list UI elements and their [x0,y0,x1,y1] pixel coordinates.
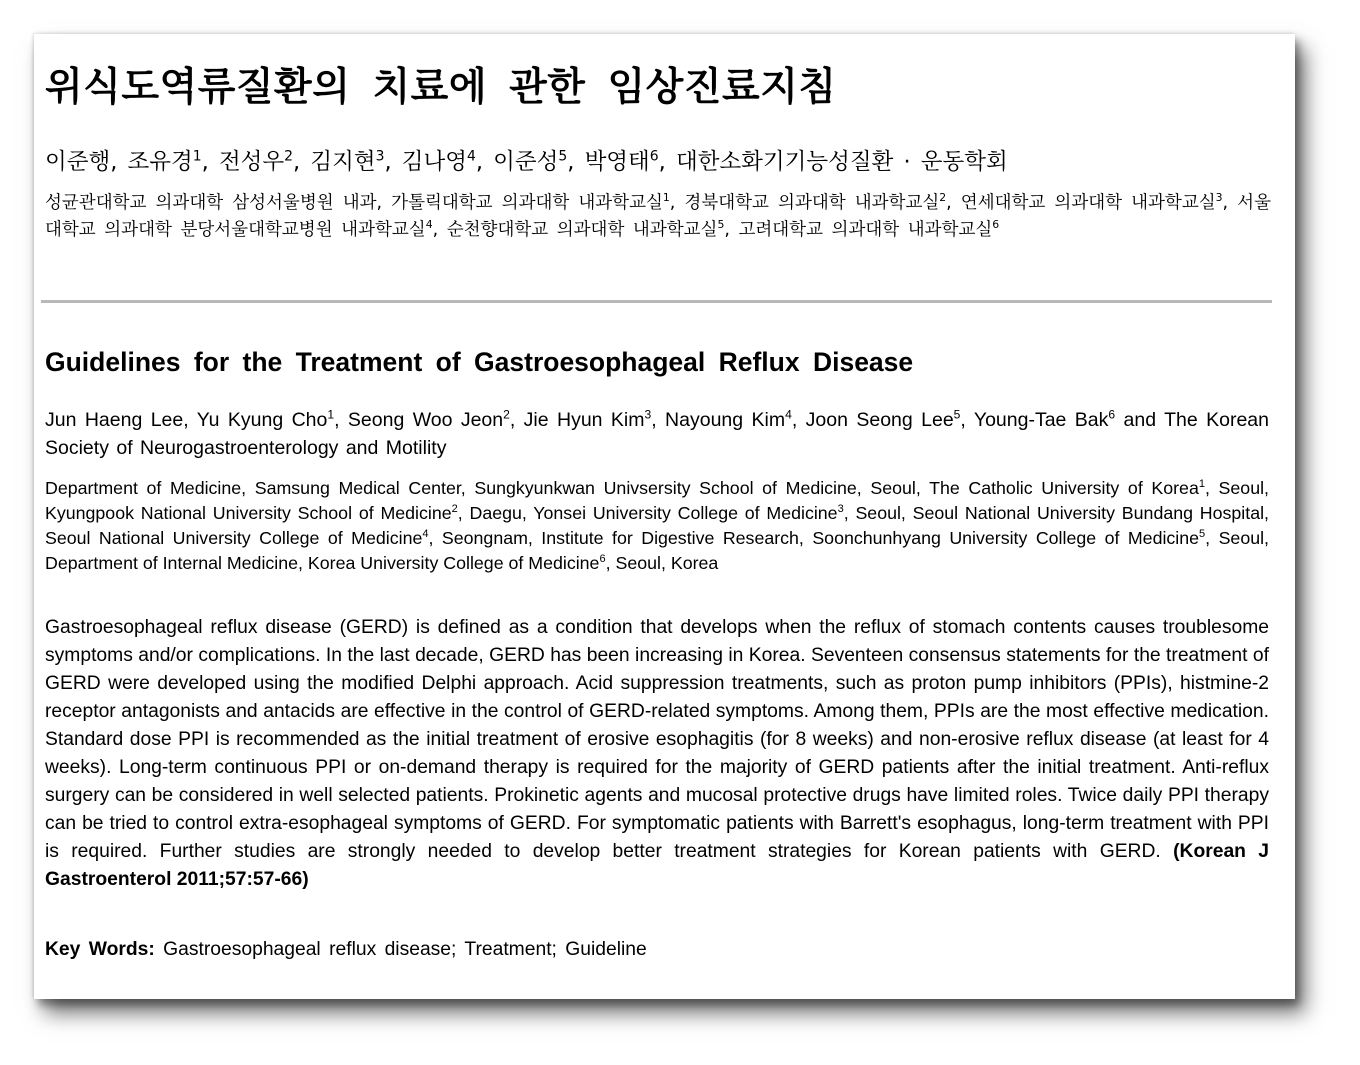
paper-page [34,34,1295,999]
affiliation-marker: 5 [953,407,961,422]
affiliation-text: , 서울대학교 의과대학 분당서울대학교병원 내과학교실 [45,193,1271,240]
author-text: , Seong Woo Jeon [334,409,504,431]
english-authors [45,406,1269,462]
affiliation-text: 성균관대학교 의과대학 삼성서울병원 내과, 가톨릭대학교 의과대학 내과학교실 [45,193,663,213]
keywords-list: Gastroesophageal reflux disease; Treatment; Guideline [163,939,647,960]
affiliation-text: , Seoul, Seoul National University Bundang Hospital, Seoul National University College of Medicine [45,503,1269,548]
author-text: , Jie Hyun Kim [509,409,645,431]
affiliation-marker: 1 [327,407,335,422]
keywords-label: Key Words: [45,939,155,960]
affiliation-marker: 5 [1199,528,1206,541]
affiliation-marker: 6 [599,553,606,566]
english-title: Guidelines for the Treatment of Gastroesophageal Reflux Disease [45,347,914,377]
abstract [45,614,1269,894]
korean-affiliations [45,190,1271,244]
citation: (Korean J Gastroenterol 2011;57:57-66) [45,841,1270,890]
affiliation-marker: 3 [837,503,844,516]
affiliation-marker: 4 [785,407,792,422]
affiliation-text: , 경북대학교 의과대학 내과학교실 [669,193,940,213]
affiliation-marker: 3 [1215,191,1223,205]
affiliation-text: , Seoul, Kyungpook National University School of Medicine [45,478,1269,523]
author-text: and The Korean Society of Neurogastroenterology and Motility [45,409,1269,459]
section-divider [41,300,1272,303]
affiliation-marker: 2 [503,407,510,422]
abstract-text: Gastroesophageal reflux disease (GERD) is defined as a condition that develops when the reflux of stomach contents causes troublesome symptoms and/or complications. In the last decade, GERD has been increasing in Korea. Seventeen consensus statements for the treatment of GERD were developed using the modified Delphi approach. Acid suppression treatments, such as proton pump inhibitors (PPIs), histmine-2 receptor antagonists and antacids are effective in the control of GERD-related symptoms. Among them, PPIs are the most effective medication. Standard dose PPI is recommended as the initial treatment of erosive esophagitis (for 8 weeks) and non-erosive reflux disease (at least for 4 weeks). Long-term continuous PPI or on-demand therapy is required for the majority of GERD patients after the initial treatment. Anti-reflux surgery can be considered in well selected patients. Prokinetic agents and mucosal protective drugs have limited roles. Twice daily PPI therapy can be tried to control extra-esophageal symptoms of GERD. For symptomatic patients with Barrett's esophagus, long-term treatment with PPI is required. Further studies are strongly needed to develop better treatment strategies for Korean patients with GERD. [45,617,1269,862]
affiliation-marker: 6 [1108,407,1116,422]
affiliation-marker: 3 [375,148,385,165]
author-name: 대한소화기기능성질환 · 운동학회 [675,149,1008,175]
affiliation-marker: 2 [939,191,947,205]
author-name: 김지현 [310,149,376,175]
affiliation-text: , 고려대학교 의과대학 내과학교실 [724,220,993,240]
author-text: , Joon Seong Lee [791,409,954,431]
affiliation-text: , 순천향대학교 의과대학 내과학교실 [432,220,718,240]
affiliation-marker: 2 [284,148,294,165]
author-name: 조유경 [127,149,193,175]
affiliation-text: , Seoul, Korea [605,553,719,573]
affiliation-marker: 2 [451,503,458,516]
keywords [45,939,647,961]
author-name: 이준성 [493,149,559,175]
affiliation-marker: 1 [1198,478,1205,491]
affiliation-text: , 연세대학교 의과대학 내과학교실 [946,193,1216,213]
english-affiliations [45,476,1269,576]
affiliation-text: Department of Medicine, Samsung Medical Center, Sungkyunkwan Univsersity School of Medicine, Seoul, The Catholic University of Korea [45,478,1199,498]
author-text: , Nayoung Kim [651,409,786,431]
author-name: 김나영 [401,149,467,175]
affiliation-text: , Seoul, Department of Internal Medicine, Korea University College of Medicine [45,528,1269,573]
affiliation-marker: 6 [992,218,1000,232]
author-name: 박영태 [584,149,650,175]
author-name: 전성우 [218,149,285,175]
affiliation-marker: 5 [558,148,568,165]
affiliation-marker: 5 [717,218,725,232]
author-text: , Young-Tae Bak [960,409,1109,431]
affiliation-text: , Seongnam, Institute for Digestive Research, Soonchunhyang University College of Medicine [428,528,1200,548]
affiliation-marker: 1 [662,191,670,205]
affiliation-marker: 6 [649,148,659,165]
korean-authors: 이준행, 조유경$^1$, 전성우$^2$, 김지현$^3$, 김나영$^4$, 이준성$^5$, 박영태$^6$, 대한소화기기능성질환 · 운동학회 [45,148,1008,175]
affiliation-marker: 4 [425,218,433,232]
korean-title: 위식도역류질환의 치료에 관한 임상진료지침 [45,65,837,110]
affiliation-marker: 3 [644,407,652,422]
author-text: Jun Haeng Lee, Yu Kyung Cho [45,409,328,431]
affiliation-marker: 4 [466,148,476,165]
author-name: 이준행 [45,149,111,175]
affiliation-marker: 1 [192,148,202,165]
affiliation-text: , Daegu, Yonsei University College of Medicine [457,503,838,523]
affiliation-marker: 4 [422,528,429,541]
